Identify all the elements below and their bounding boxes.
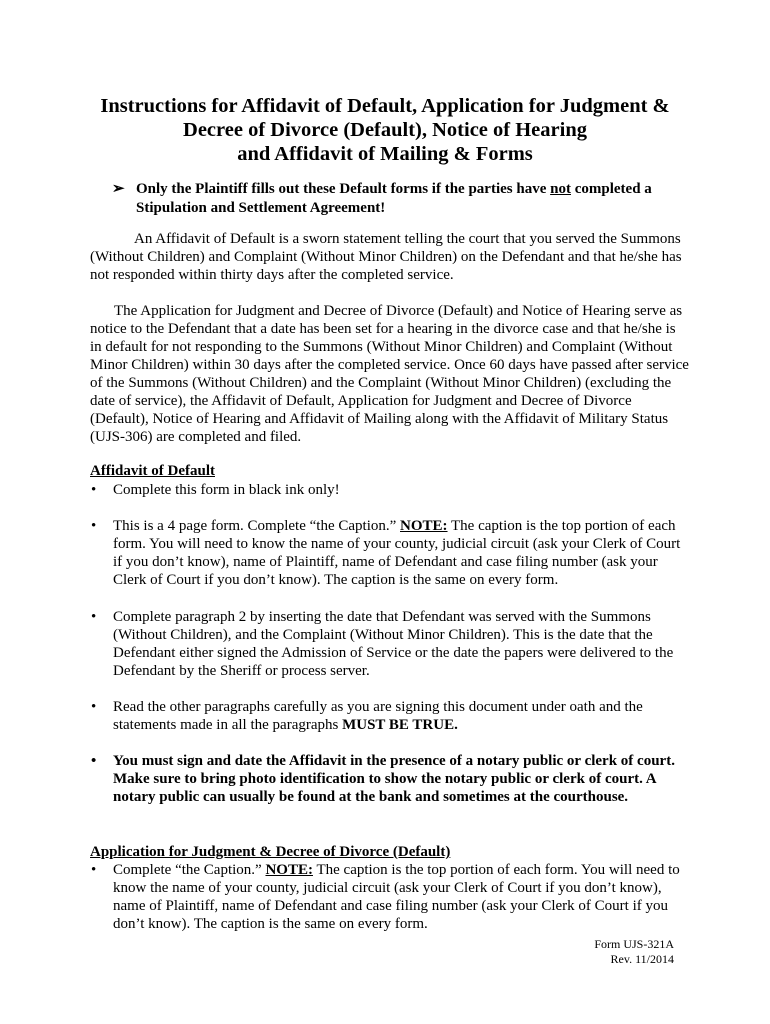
list-item: [90, 517, 690, 589]
bullet-text: Complete paragraph 2 by inserting the date that Defendant was served with the Summons (Without Children), and the Complaint (Without Minor Children). This is the date that the Defendant either signed the Admission of Service or the date the papers were delivered to the Defendant by the Sheriff or process server.: [113, 609, 674, 679]
list-item: [90, 608, 690, 680]
note-label: NOTE:: [265, 862, 313, 878]
bullet-text: Complete this form in black ink only!: [113, 482, 340, 498]
list-item: [90, 752, 690, 806]
bullet-icon: •: [91, 862, 97, 878]
title-line-3: and Affidavit of Mailing & Forms: [237, 143, 533, 165]
title-line-1: Instructions for Affidavit of Default, Application for Judgment &: [100, 95, 670, 117]
document-title: [80, 94, 690, 166]
must-be-true-text: MUST BE TRUE.: [342, 717, 458, 733]
bullet-icon: •: [91, 753, 97, 769]
affidavit-of-default-heading: Affidavit of Default: [90, 463, 215, 479]
list-item: [90, 481, 690, 499]
note-text-before: Only the Plaintiff fills out these Default forms if the parties have: [136, 181, 551, 197]
plaintiff-note: [112, 180, 672, 218]
note-emphasis: not: [550, 181, 571, 197]
bullet-text: You must sign and date the Affidavit in the presence of a notary public or clerk of court. Make sure to bring photo identification to show the notary public or clerk of court. A notary public can usually be found at the bank and sometimes at the courthouse.: [113, 753, 675, 805]
intro-paragraph-2: The Application for Judgment and Decree of Divorce (Default) and Notice of Hearing serve as notice to the Defendant that a date has been set for a hearing in the divorce case and that he/she is in default for not responding to the Summons (Without Minor Children) and Complaint (Without Minor Children) within 30 days after the completed service. Once 60 days have passed after service of the Summons (Without Children) and the Complaint (Without Minor Children) (excluding the date of service), the Affidavit of Default, Application for Judgment and Decree of Divorce (Default), Notice of Hearing and Affidavit of Mailing along with the Affidavit of Military Status (UJS-306) are completed and filed.: [90, 303, 689, 445]
note-text-after: completed a Stipulation and Settlement Agreement!: [136, 181, 652, 216]
application-for-judgment-heading: Application for Judgment & Decree of Divorce (Default): [90, 844, 451, 860]
list-item: [90, 698, 690, 734]
bullet-text-after: The caption is the top portion of each form. You will need to know the name of your county, judicial circuit (ask your Clerk of Court if you don’t know), name of Plaintiff, name of Defendant and case filing number (ask your Clerk of Court if you don’t know). The caption is the same on every form.: [113, 518, 681, 588]
title-line-2: Decree of Divorce (Default), Notice of Hearing: [183, 119, 587, 141]
note-label: NOTE:: [400, 518, 448, 534]
bullet-icon: •: [91, 482, 97, 498]
bullet-text-after: The caption is the top portion of each form. You will need to know the name of your county, judicial circuit (ask your Clerk of Court if you don’t know), name of Plaintiff, name of Defendant and case filing number (ask your Clerk of Court if you don’t know). The caption is the same on every form.: [113, 862, 680, 932]
bullet-icon: •: [91, 699, 97, 715]
list-item: [90, 861, 690, 933]
bullet-icon: •: [91, 518, 97, 534]
form-revision: Rev. 11/2014: [610, 952, 674, 966]
form-footer: [594, 937, 674, 967]
bullet-text-before: This is a 4 page form. Complete “the Caption.”: [113, 518, 401, 534]
form-number: Form UJS-321A: [594, 937, 674, 951]
bullet-icon: •: [91, 609, 97, 625]
intro-paragraph-1: An Affidavit of Default is a sworn statement telling the court that you served the Summons (Without Children) and Complaint (Without Minor Children) on the Defendant and that he/she has not responded within thirty days after the completed service.: [90, 231, 682, 283]
bullet-text-before: Complete “the Caption.”: [113, 862, 266, 878]
arrow-bullet-icon: ➢: [112, 181, 125, 197]
bullet-text-before: Read the other paragraphs carefully as you are signing this document under oath and the statements made in all the paragraphs: [113, 699, 643, 733]
